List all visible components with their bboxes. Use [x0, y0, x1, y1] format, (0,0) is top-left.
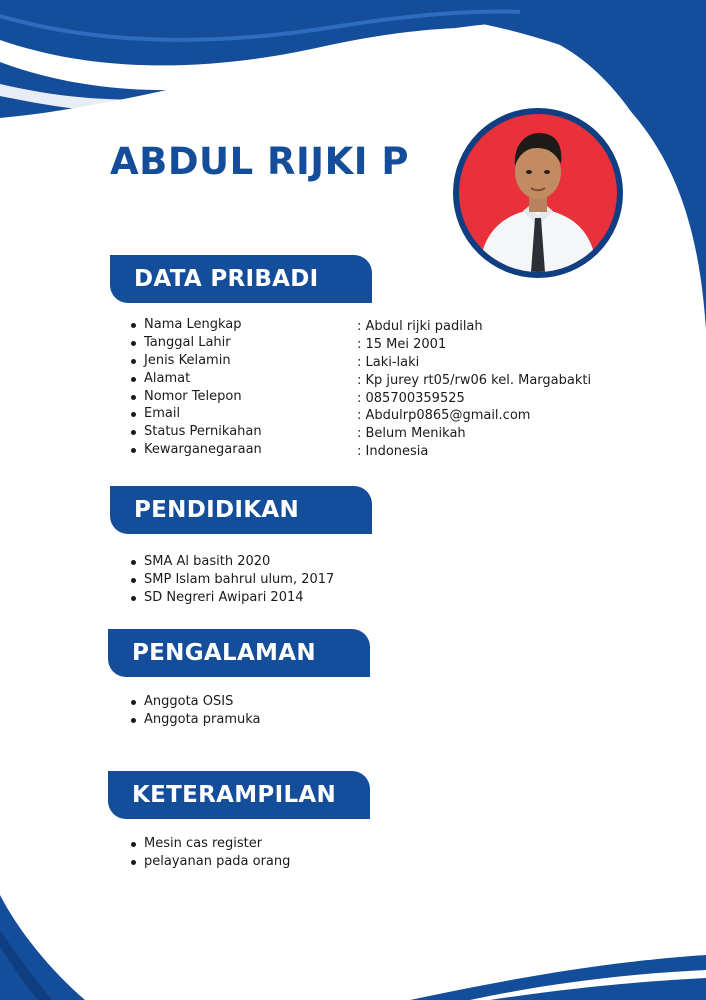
education-list: [131, 553, 334, 607]
profile-photo-frame: [453, 108, 623, 278]
list-item: : Abdulrp0865@gmail.com: [357, 408, 531, 424]
list-item: : Indonesia: [357, 444, 429, 460]
list-item: SMP Islam bahrul ulum, 2017: [131, 571, 334, 589]
list-item: Mesin cas register: [131, 835, 290, 853]
list-item: : 15 Mei 2001: [357, 336, 447, 352]
section-header-pengalaman: PENGALAMAN: [108, 629, 370, 677]
list-item: : Belum Menikah: [357, 426, 466, 442]
list-item: Alamat: [131, 370, 262, 388]
list-item: Nomor Telepon: [131, 388, 262, 406]
skills-list: [131, 835, 290, 871]
portrait-illustration: [459, 114, 617, 272]
section-header-data-pribadi: DATA PRIBADI: [110, 255, 372, 303]
list-item: Jenis Kelamin: [131, 352, 262, 370]
personal-data-values: [357, 318, 591, 461]
section-header-pendidikan: PENDIDIKAN: [110, 486, 372, 534]
list-item: Status Pernikahan: [131, 423, 262, 441]
list-item: : Kp jurey rt05/rw06 kel. Margabakti: [357, 372, 592, 388]
list-item: Email: [131, 405, 262, 423]
list-item: : Laki-laki: [357, 354, 420, 370]
section-header-keterampilan: KETERAMPILAN: [108, 771, 370, 819]
list-item: SMA Al basith 2020: [131, 553, 334, 571]
list-item: Tanggal Lahir: [131, 334, 262, 352]
list-item: Nama Lengkap: [131, 316, 262, 334]
list-item: Anggota pramuka: [131, 711, 261, 729]
list-item: Kewarganegaraan: [131, 441, 262, 459]
list-item: pelayanan pada orang: [131, 853, 290, 871]
list-item: SD Negreri Awipari 2014: [131, 589, 334, 607]
personal-data-labels: [131, 316, 262, 459]
list-item: Anggota OSIS: [131, 693, 261, 711]
list-item: : 085700359525: [357, 390, 465, 406]
experience-list: [131, 693, 261, 729]
cv-name: ABDUL RIJKI P: [110, 140, 410, 183]
list-item: : Abdul rijki padilah: [357, 319, 483, 334]
profile-photo: [459, 114, 617, 272]
